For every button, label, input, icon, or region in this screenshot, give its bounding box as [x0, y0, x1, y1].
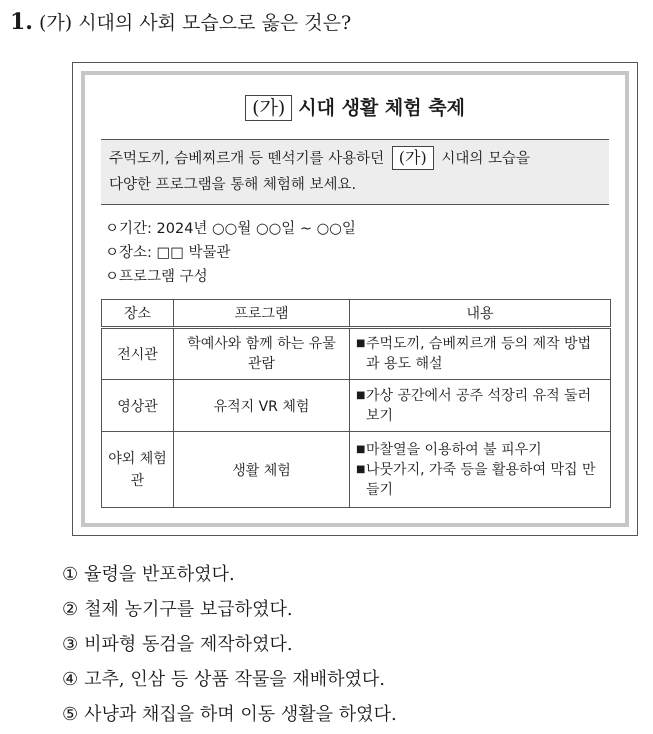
option-2[interactable]: [62, 592, 397, 627]
source-panel-inner: [81, 71, 629, 527]
header-content: 내용: [350, 300, 611, 328]
square-bullet-icon: ■: [356, 443, 366, 455]
option-mark: ②: [62, 599, 79, 620]
header-place: 장소: [102, 300, 174, 328]
question-number: 1.: [10, 9, 33, 35]
option-1[interactable]: [62, 557, 397, 592]
table-row: [102, 328, 611, 380]
intro-text-before: 주먹도끼, 슴베찌르개 등 뗀석기를 사용하던: [109, 151, 385, 167]
intro-box: [101, 139, 609, 205]
square-bullet-icon: ■: [356, 389, 366, 401]
option-text: 철제 농기구를 보급하였다.: [84, 599, 293, 620]
cell-program: 생활 체험: [174, 432, 350, 508]
option-mark: ④: [62, 669, 79, 690]
option-mark: ③: [62, 634, 79, 655]
option-3[interactable]: [62, 627, 397, 662]
panel-title: [85, 93, 625, 121]
question-header: [10, 8, 351, 35]
square-bullet-icon: ■: [356, 338, 366, 349]
option-text: 율령을 반포하였다.: [84, 564, 235, 585]
cell-program: 학예사와 함께 하는 유물 관람: [174, 328, 350, 380]
intro-text-after: 시대의 모습을: [441, 151, 530, 167]
title-text: 시대 생활 체험 축제: [298, 97, 465, 119]
table-header-row: [102, 300, 611, 328]
option-5[interactable]: [62, 697, 397, 732]
intro-blank-box: (가): [392, 146, 434, 170]
info-location: ㅇ장소: □□ 박물관: [105, 245, 231, 261]
intro-text-line2: 다양한 프로그램을 통해 체험해 보세요.: [109, 177, 357, 193]
cell-place: 영상관: [102, 380, 174, 432]
option-mark: ①: [62, 564, 79, 585]
content-item: 마찰열을 이용하여 불 피우기: [366, 441, 542, 458]
option-mark: ⑤: [62, 704, 79, 725]
content-item: 나뭇가지, 가죽 등을 활용하여 막집 만들기: [366, 461, 596, 498]
option-text: 고추, 인삼 등 상품 작물을 재배하였다.: [84, 669, 386, 690]
square-bullet-icon: ■: [356, 463, 366, 475]
cell-content: [350, 432, 611, 508]
cell-content: [350, 380, 611, 432]
content-item: 가상 공간에서 공주 석장리 유적 둘러보기: [366, 387, 592, 424]
program-table: [101, 299, 611, 508]
info-program-heading: ㅇ프로그램 구성: [105, 269, 208, 285]
cell-program: 유적지 VR 체험: [174, 380, 350, 432]
question-text: (가) 시대의 사회 모습으로 옳은 것은?: [38, 12, 352, 34]
option-4[interactable]: [62, 662, 397, 697]
event-info: [105, 217, 356, 289]
table-row: [102, 432, 611, 508]
cell-content: [350, 328, 611, 380]
source-panel: [72, 62, 638, 536]
table-row: [102, 380, 611, 432]
option-text: 비파형 동검을 제작하였다.: [84, 634, 293, 655]
answer-options: [62, 557, 397, 732]
option-text: 사냥과 채집을 하며 이동 생활을 하였다.: [84, 704, 397, 725]
cell-place: 전시관: [102, 328, 174, 380]
header-program: 프로그램: [174, 300, 350, 328]
cell-place: 야외 체험관: [102, 432, 174, 508]
info-period: ㅇ기간: 2024년 ○○월 ○○일 ~ ○○일: [105, 221, 356, 237]
content-item: 주먹도끼, 슴베찌르개 등의 제작 방법과 용도 해설: [366, 336, 592, 372]
title-blank-box: (가): [245, 95, 292, 121]
